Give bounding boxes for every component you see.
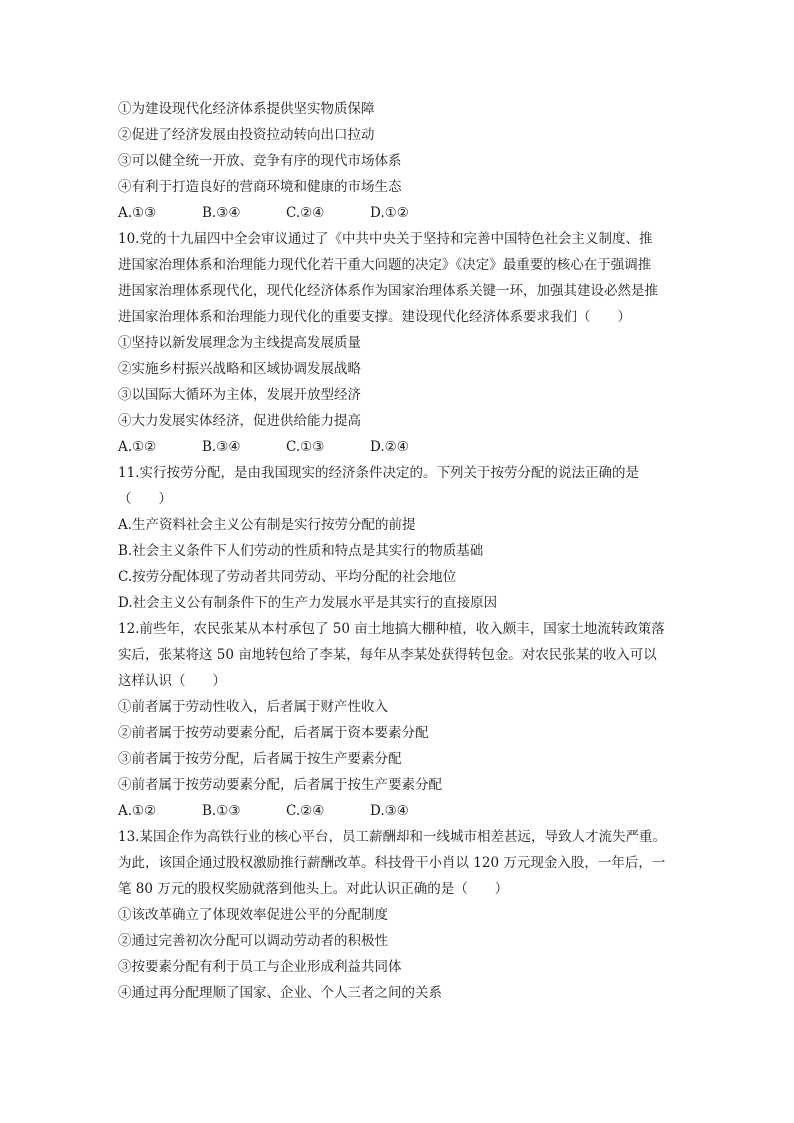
q12-option-c: C.②④ <box>286 803 325 819</box>
q10-option-c: C.①③ <box>286 439 325 455</box>
q9-statement-4: ④有利于打造良好的营商环境和健康的市场生态 <box>118 179 402 195</box>
q11-stem-line-2: （ ） <box>118 491 172 507</box>
q11-choice-a: A.生产资料社会主义公有制是实行按劳分配的前提 <box>118 517 416 533</box>
q9-statement-1: ①为建设现代化经济体系提供坚实物质保障 <box>118 101 375 117</box>
q11-stem-line-1: 11.实行按劳分配，是由我国现实的经济条件决定的。下列关于按劳分配的说法正确的是 <box>118 465 639 481</box>
q11-choice-b: B.社会主义条件下人们劳动的性质和特点是其实行的物质基础 <box>118 543 484 559</box>
q12-option-d: D.③④ <box>370 803 409 819</box>
q10-stem-line-1: 10.党的十九届四中全会审议通过了《中共中央关于坚持和完善中国特色社会主义制度、推 <box>118 231 653 247</box>
q12-stem-line-1: 12.前些年，农民张某从本村承包了 50 亩土地搞大棚种植，收入颇丰，国家土地流转政策落 <box>118 621 665 637</box>
q12-option-a: A.①② <box>118 803 157 819</box>
q9-statement-3: ③可以健全统一开放、竞争有序的现代市场体系 <box>118 153 402 169</box>
q9-option-a: A.①③ <box>118 205 157 221</box>
q10-statement-3: ③以国际大循环为主体，发展开放型经济 <box>118 387 361 403</box>
q12-statement-1: ①前者属于劳动性收入，后者属于财产性收入 <box>118 699 388 715</box>
q10-stem-line-4: 进国家治理体系和治理能力现代化的重要支撑。建设现代化经济体系要求我们（ ） <box>118 309 631 325</box>
q10-stem-line-2: 进国家治理体系和治理能力现代化若干重大问题的决定》《决定》最重要的核心在于强调推 <box>118 257 652 273</box>
q13-stem-line-3: 笔 80 万元的股权奖励就落到他头上。对此认识正确的是（ ） <box>118 881 509 897</box>
q9-option-d: D.①② <box>370 205 409 221</box>
q13-statement-4: ④通过再分配理顺了国家、企业、个人三者之间的关系 <box>118 985 442 1001</box>
q9-option-c: C.②④ <box>286 205 325 221</box>
q10-statement-1: ①坚持以新发展理念为主线提高发展质量 <box>118 335 361 351</box>
q12-option-b: B.①③ <box>202 803 241 819</box>
q10-option-d: D.②④ <box>370 439 409 455</box>
q12-statement-4: ④前者属于按劳动要素分配，后者属于按生产要素分配 <box>118 777 442 793</box>
q10-option-a: A.①② <box>118 439 157 455</box>
q9-statement-2: ②促进了经济发展由投资拉动转向出口拉动 <box>118 127 375 143</box>
q12-stem-line-2: 实后，张某将这 50 亩地转包给了李某，每年从李某处获得转包金。对农民张某的收入可以 <box>118 647 657 663</box>
q13-statement-1: ①该改革确立了体现效率促进公平的分配制度 <box>118 907 388 923</box>
q10-stem-line-3: 进国家治理体系现代化，现代化经济体系作为国家治理体系关键一环，加强其建设必然是推 <box>118 283 658 299</box>
q10-option-b: B.③④ <box>202 439 241 455</box>
q11-choice-d: D.社会主义公有制条件下的生产力发展水平是其实行的直接原因 <box>118 595 498 611</box>
q13-statement-2: ②通过完善初次分配可以调动劳动者的积极性 <box>118 933 388 949</box>
q10-statement-2: ②实施乡村振兴战略和区域协调发展战略 <box>118 361 361 377</box>
q11-choice-c: C.按劳分配体现了劳动者共同劳动、平均分配的社会地位 <box>118 569 457 585</box>
q12-statement-3: ③前者属于按劳分配，后者属于按生产要素分配 <box>118 751 402 767</box>
q9-option-b: B.③④ <box>202 205 241 221</box>
q12-stem-line-3: 这样认识（ ） <box>118 673 226 689</box>
q12-statement-2: ②前者属于按劳动要素分配，后者属于资本要素分配 <box>118 725 429 741</box>
q13-statement-3: ③按要素分配有利于员工与企业形成利益共同体 <box>118 959 402 975</box>
q10-statement-4: ④大力发展实体经济，促进供给能力提高 <box>118 413 361 429</box>
q13-stem-line-2: 为此，该国企通过股权激励推行薪酬改革。科技骨干小肖以 120 万元现金入股，一年后，一 <box>118 855 666 871</box>
q13-stem-line-1: 13.某国企作为高铁行业的核心平台，员工薪酬却和一线城市相差甚远，导致人才流失严重。 <box>118 829 666 845</box>
